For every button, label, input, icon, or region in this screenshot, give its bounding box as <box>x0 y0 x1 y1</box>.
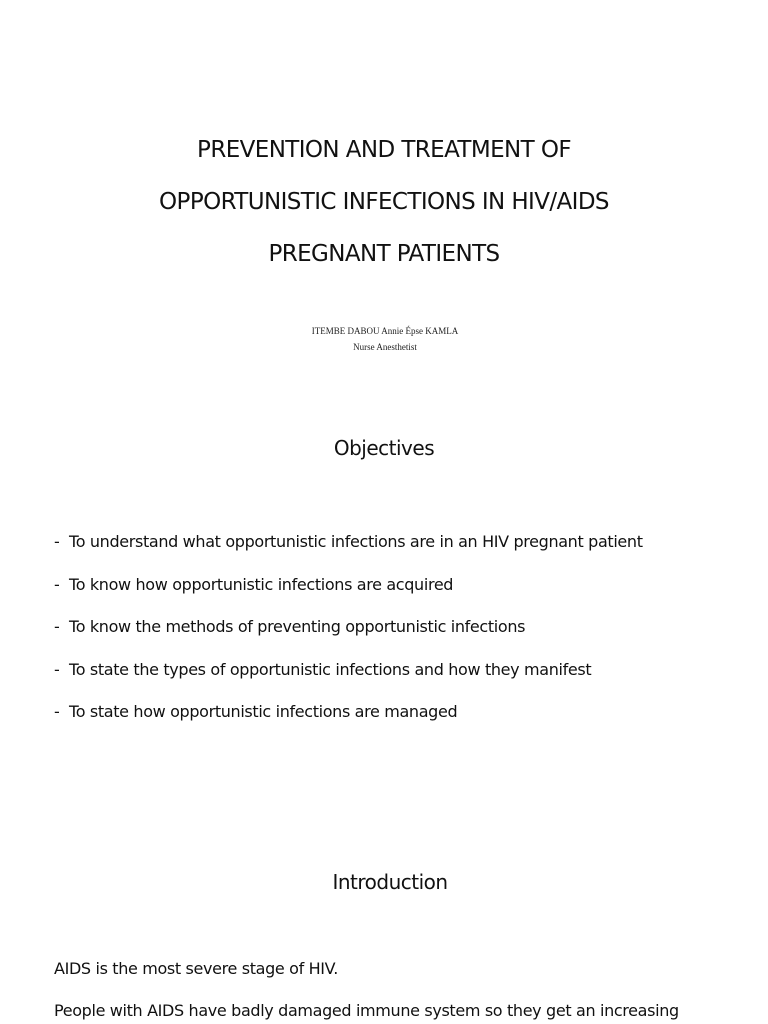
objective-item <box>54 529 643 572</box>
objectives-heading: Objectives <box>333 436 435 460</box>
objectives-list <box>54 529 643 742</box>
objective-item <box>54 657 643 700</box>
author-info <box>0 323 768 355</box>
bullet-dash: - <box>54 702 60 721</box>
objective-text: To know how opportunistic infections are acquired <box>69 574 454 594</box>
document-title <box>0 124 768 280</box>
objective-text: To understand what opportunistic infections are in an HIV pregnant patient <box>69 532 643 551</box>
objective-text: To state how opportunistic infections are managed <box>69 702 458 721</box>
objective-text: To state the types of opportunistic infections and how they manifest <box>69 659 592 679</box>
introduction-paragraph-2: People with AIDS have badly damaged immune system so they get an increasing <box>54 1001 679 1020</box>
introduction-heading: Introduction <box>332 870 448 894</box>
author-role: Nurse Anesthetist <box>353 342 417 352</box>
bullet-dash: - <box>54 574 60 594</box>
introduction-paragraph-1: AIDS is the most severe stage of HIV. <box>54 959 338 978</box>
bullet-dash: - <box>54 617 60 636</box>
objective-item <box>54 572 643 615</box>
title-line-1: PREVENTION AND TREATMENT OF <box>197 137 571 163</box>
author-name: ITEMBE DABOU Annie Épse KAMLA <box>311 326 459 336</box>
bullet-dash: - <box>54 659 60 679</box>
objective-item <box>54 699 643 742</box>
title-line-2: OPPORTUNISTIC INFECTIONS IN HIV/AIDS <box>159 189 609 215</box>
bullet-dash: - <box>54 532 60 551</box>
objective-item <box>54 614 643 657</box>
title-line-3: PREGNANT PATIENTS <box>268 241 500 267</box>
objective-text: To know the methods of preventing opportunistic infections <box>69 617 526 636</box>
